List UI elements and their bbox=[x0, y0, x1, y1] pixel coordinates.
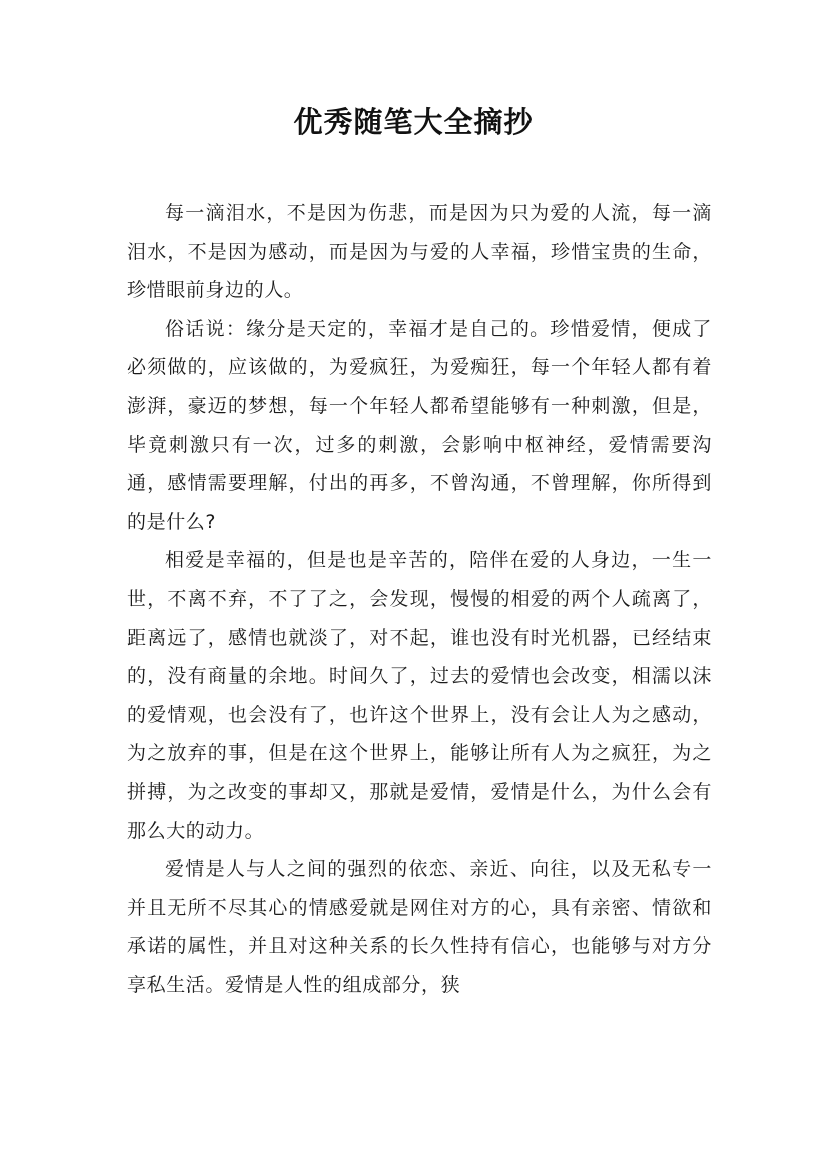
paragraph: 爱情是人与人之间的强烈的依恋、亲近、向往，以及无私专一并且无所不尽其心的情感爱就是网住对方的心，具有亲密、情欲和承诺的属性，并且对这种关系的长久性持有信心，也能够与对方分享私生活。爱情是人性的组成部分，狭 bbox=[127, 858, 712, 996]
paragraph: 每一滴泪水，不是因为伤悲，而是因为只为爱的人流，每一滴泪水，不是因为感动，而是因为与爱的人幸福，珍惜宝贵的生命，珍惜眼前身边的人。 bbox=[127, 202, 712, 302]
document-title: 优秀随笔大全摘抄 bbox=[293, 105, 534, 139]
paragraph: 相爱是幸福的，但是也是辛苦的，陪伴在爱的人身边，一生一世，不离不弃，不了了之，会发现，慢慢的相爱的两个人疏离了，距离远了，感情也就淡了，对不起，谁也没有时光机器，已经结束的，没有商量的余地。时间久了，过去的爱情也会改变，相濡以沫的爱情观，也会没有了，也许这个世界上，没有会让人为之感动，为之放弃的事，但是在这个世界上，能够让所有人为之疯狂，为之拼搏，为之改变的事却又，那就是爱情，爱情是什么，为什么会有那么大的动力。 bbox=[127, 549, 712, 842]
paragraph: 俗话说：缘分是天定的，幸福才是自己的。珍惜爱情，便成了必须做的，应该做的，为爱疯狂，为爱痴狂，每一个年轻人都有着澎湃，豪迈的梦想，每一个年轻人都希望能够有一种刺激，但是，毕竟刺激只有一次，过多的刺激，会影响中枢神经，爱情需要沟通，感情需要理解，付出的再多，不曾沟通，不曾理解，你所得到的是什么? bbox=[127, 317, 712, 533]
document-body bbox=[127, 194, 712, 1004]
